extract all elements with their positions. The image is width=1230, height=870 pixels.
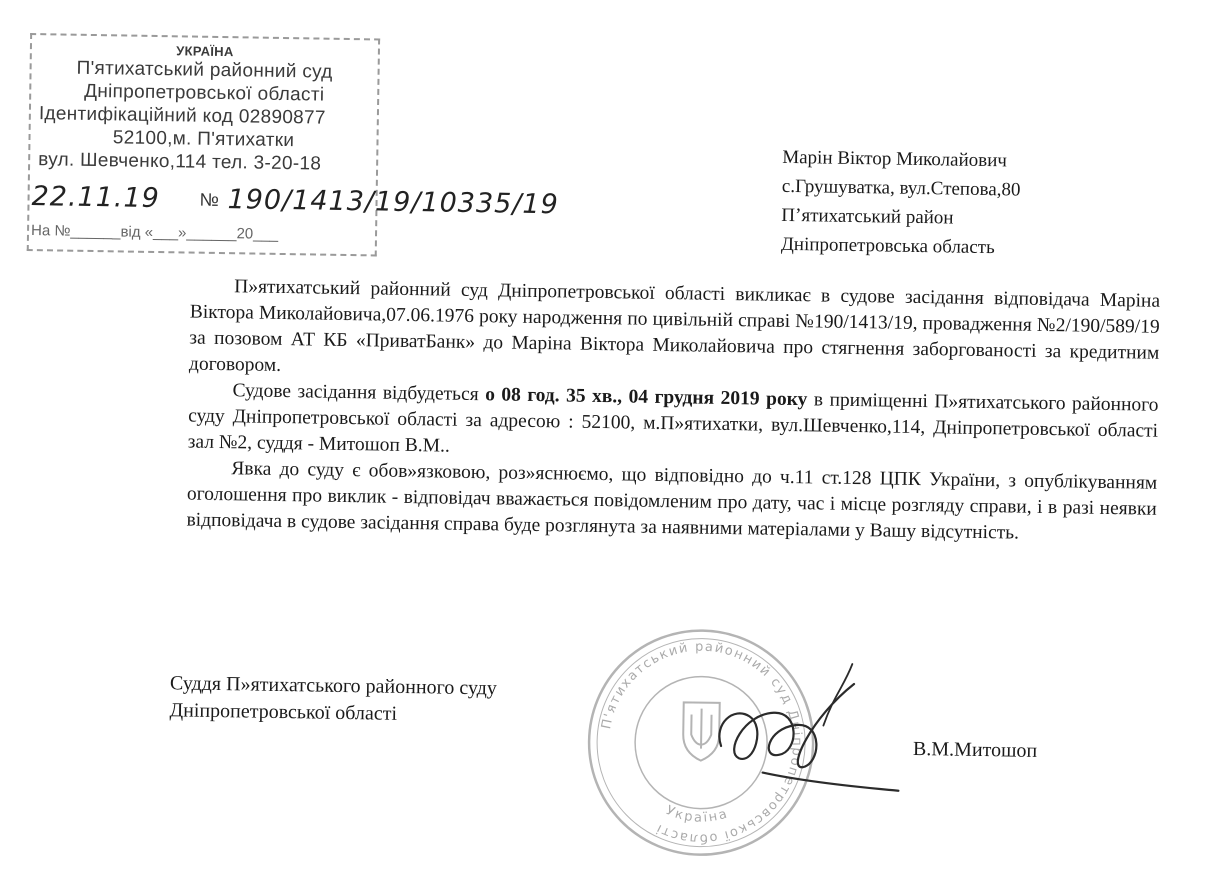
- stamp-line-country: УКРАЇНА: [176, 43, 234, 60]
- hearing-datetime: о 08 год. 35 хв., 04 грудня 2019 року: [484, 384, 808, 411]
- summons-paragraph-3: Явка до суду є обов»язковою, роз»яснюємо, що відповідно до ч.11 ст.128 ЦПК України, з опублікуванням оголошення про виклик - відповідач вважається повідомленим про дату, час і місце розгляду справи, і в разі неявки відповідача в судове засідання справа буде розглянута за наявними матеріалами у Вашу відсутність.: [186, 458, 1158, 544]
- svg-text:Україна: Україна: [663, 803, 731, 826]
- stamp-line-region: Дніпропетровської області: [83, 80, 325, 106]
- addressee-block: [781, 143, 1021, 263]
- registration-number-label: №: [199, 189, 220, 210]
- stamp-line-address: вул. Шевченко,114 тел. 3-20-18: [38, 149, 322, 175]
- handwritten-signature-icon: [702, 654, 904, 797]
- addressee-name: Марін Віктор Миколайович: [782, 146, 1008, 172]
- stamp-line-city: 52100,м. П'ятихатки: [112, 127, 295, 152]
- reply-reference-line: На №______від «___»______20___: [30, 222, 279, 243]
- addressee-district: П’ятихатський район: [781, 204, 954, 229]
- stamp-line-code: Ідентифікаційний код 02890877: [38, 103, 326, 129]
- registration-number: 190/1413/19/10335/19: [227, 184, 560, 221]
- svg-text:П'ятихатський районний суд Дні: П'ятихатський районний суд Дніпропетровської області: [599, 639, 805, 846]
- registration-date: 22.11.19: [31, 181, 161, 215]
- summons-paragraph-1: П»ятихатський районний суд Дніпропетровської області викликає в судове засідання відповідача Маріна Віктора Миколайовича,07.06.1976 року народження по цивільній справі №190/1413/19, провадження №2/190/589/19 за позовом АТ КБ «ПриватБанк» до Маріна Віктора Миколайовича про стягнення заборгованості за кредитним договором.: [188, 276, 1161, 376]
- judge-name: В.М.Митошоп: [912, 737, 1038, 762]
- signature-title: [169, 670, 497, 729]
- summons-paragraph-2: [188, 378, 1159, 471]
- addressee-village: с.Грушуватка, вул.Степова,80: [781, 175, 1021, 201]
- summons-body: [186, 274, 1160, 549]
- signature-title-line-1: Суддя П»ятихатського районного суду: [169, 672, 498, 700]
- stamp-line-court: П'ятихатський районний суд: [76, 57, 333, 83]
- hearing-location: в приміщенні П»ятихатського районного суду Дніпропетровської області за адресою : 52100, м.П»ятихатки, вул.Шевченко,114, Дніпропетровської області зал №2, суддя - Митошоп В.М..: [187, 389, 1159, 457]
- signature-title-line-2: Дніпропетровської області: [169, 699, 398, 725]
- addressee-region: Дніпропетровська область: [780, 233, 995, 259]
- hearing-intro: Судове засідання відбудеться: [232, 380, 479, 406]
